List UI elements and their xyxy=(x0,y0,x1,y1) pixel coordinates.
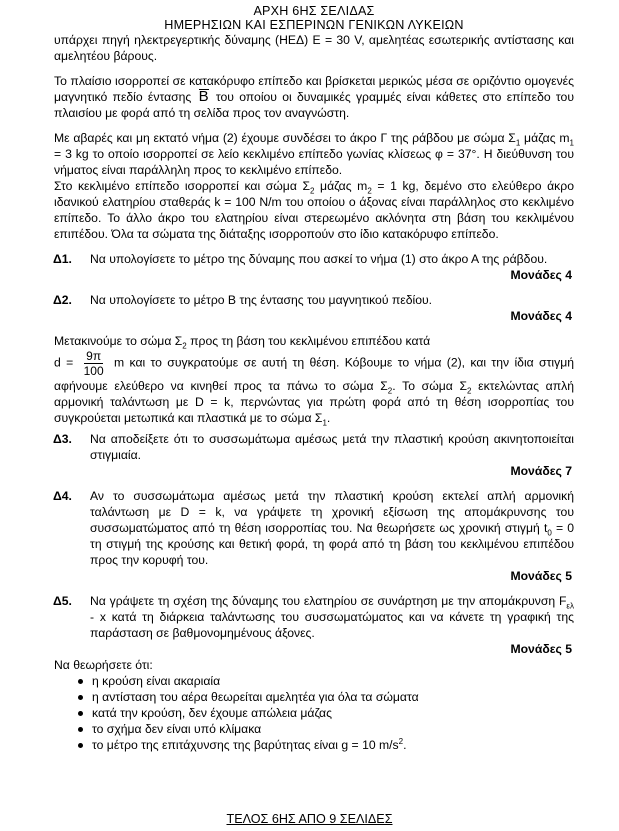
d4-a: Αν το συσσωμάτωμα αμέσως μετά την πλαστική κρούση εκτελεί απλή αρμονική ταλάντωση με D = k, να γράψετε τη χρονική εξίσωση της απομάκρυνσης του συσσωματώματος από τη θέση ισορροπίας του. Να θεωρήσετε ως χρονική στιγμή t xyxy=(90,489,574,535)
move-a: Μετακινούμε το σώμα Σ xyxy=(54,334,183,348)
movement-paragraph xyxy=(54,333,574,426)
p3-a: Με αβαρές και μη εκτατό νήμα (2) έχουμε συνδέσει το άκρο Γ της ράβδου με σώμα Σ xyxy=(54,131,516,145)
distance-label: d = xyxy=(54,355,74,370)
sub-1c: 1 xyxy=(322,418,327,428)
list-item: κατά την κρούση, δεν έχουμε απώλεια μάζας xyxy=(76,705,574,721)
marks-d1: Μονάδες 4 xyxy=(510,268,572,282)
footer-text: ΤΕΛΟΣ 6ΗΣ ΑΠΟ 9 ΣΕΛΙΔΕΣ xyxy=(226,812,393,826)
move-b: προς τη βάση του κεκλιμένου επιπέδου κατά xyxy=(186,334,431,348)
p4-c: = 1 kg, δεμένο στο ελεύθερο άκρο ιδανικού ελατηρίου σταθεράς k = 100 N/m του οποίου ο άξονας είναι παράλληλος στο κεκλιμένο επίπεδο. Το άλλο άκρο του ελατηρίου είναι στερεωμένο ακλόνητα στη βάση του κεκλιμένου επιπέδου. Όλα τα σώματα της διάταξης ισορροπούν στο ίδιο κατακόρυφο επίπεδο. xyxy=(54,179,574,241)
sub-2d: 2 xyxy=(387,386,393,396)
question-text: Να υπολογίσετε το μέτρο Β της έντασης του μαγνητικού πεδίου. xyxy=(90,293,433,307)
marks-d5: Μονάδες 5 xyxy=(510,642,572,656)
list-item: το σχήμα δεν είναι υπό κλίμακα xyxy=(76,721,574,737)
p3-c: = 3 kg το οποίο ισορροπεί σε λείο κεκλιμένο επίπεδο γωνίας κλίσεως φ = 37°. Η διεύθυνση του νήματος είναι παράλληλη προς το κεκλιμένο επίπεδο. xyxy=(54,147,574,177)
header-line-2: ΗΜΕΡΗΣΙΩΝ ΚΑΙ ΕΣΠΕΡΙΝΩΝ ΓΕΝΙΚΩΝ ΛΥΚΕΙΩΝ xyxy=(164,18,464,32)
sub-2e: 2 xyxy=(467,386,472,396)
p3-b: μάζας m xyxy=(520,131,570,145)
question-number: Δ4. xyxy=(53,489,72,503)
intro-paragraph-2 xyxy=(54,73,574,121)
assumptions-list xyxy=(54,673,574,753)
question-text xyxy=(90,488,574,568)
question-d3 xyxy=(53,431,574,463)
f-sub: ελ xyxy=(566,601,574,611)
move-e: εκτελώντας απλή αρμονική ταλάντωση με D = k, περνώντας για πρώτη φορά από τη θέση ισορροπίας του συγκρούεται μετωπικά και πλαστικά με το σώμα Σ xyxy=(54,379,575,425)
assumptions-title: Να θεωρήσετε ότι: xyxy=(54,658,153,672)
question-number: Δ2. xyxy=(53,293,72,307)
magnetic-field-vector: B xyxy=(198,88,209,105)
fraction-numerator: 9π xyxy=(86,349,102,363)
p2-text-b: του οποίου οι δυναμικές γραμμές είναι κάθετες στο επίπεδο του πλαισίου με φορά από τη σελίδα προς τον αναγνώστη. xyxy=(54,90,574,120)
exam-page xyxy=(54,4,574,753)
gravity-end: . xyxy=(403,738,407,752)
question-text: Να υπολογίσετε το μέτρο της δύναμης που ασκεί το νήμα (1) στο άκρο Α της ράβδου. xyxy=(90,252,548,266)
question-d5 xyxy=(53,593,574,641)
p4-a: Στο κεκλιμένο επίπεδο ισορροπεί και σώμα Σ xyxy=(54,179,310,193)
d5-b: - x κατά τη διάρκεια ταλάντωσης του συσσωματώματος και να κάνετε τη γραφική της παράσταση σε βαθμονομημένους άξονες. xyxy=(90,610,574,640)
p4-b: μάζας m xyxy=(314,179,368,193)
question-number: Δ5. xyxy=(53,594,72,608)
page-footer xyxy=(0,812,619,826)
sub-1b: 1 xyxy=(569,138,574,148)
question-number: Δ3. xyxy=(53,432,72,446)
sub-2: 2 xyxy=(310,186,315,196)
intro-paragraph-1: υπάρχει πηγή ηλεκτρεγερτικής δύναμης (ΗΕΔ) Ε = 30 V, αμελητέας εσωτερικής αντίστασης και αμελητέου βάρους. xyxy=(54,33,574,63)
intro-paragraph-4 xyxy=(54,178,574,242)
d4-b: = 0 τη στιγμή της κρούσης και θετική φορά, τη φορά από τη βάση του κεκλιμένου επιπέδου προς την κορυφή του. xyxy=(90,521,575,567)
sub-2c: 2 xyxy=(182,341,187,351)
distance-fraction xyxy=(82,349,106,378)
marks-d2: Μονάδες 4 xyxy=(510,309,572,323)
move-f: . xyxy=(326,411,331,425)
list-item: η αντίσταση του αέρα θεωρείται αμελητέα για όλα τα σώματα xyxy=(76,689,574,705)
marks-d4: Μονάδες 5 xyxy=(510,569,572,583)
list-item xyxy=(76,737,574,753)
question-d4 xyxy=(53,488,574,568)
header-line-1: ΑΡΧΗ 6ΗΣ ΣΕΛΙΔΑΣ xyxy=(253,4,375,18)
question-d2 xyxy=(53,292,574,308)
p2-text-a: Το πλαίσιο ισορροπεί σε κατακόρυφο επίπεδο και βρίσκεται μερικώς μέσα σε οριζόντιο ομογενές μαγνητικό πεδίο έντασης xyxy=(54,74,574,104)
gravity-sup: 2 xyxy=(398,736,404,746)
question-number: Δ1. xyxy=(53,252,72,266)
sub-2b: 2 xyxy=(367,186,372,196)
sub-1: 1 xyxy=(515,138,521,148)
page-header xyxy=(54,4,574,32)
question-d1 xyxy=(53,251,574,267)
fraction-denominator: 100 xyxy=(83,364,104,378)
question-text: Να αποδείξετε ότι το συσσωμάτωμα αμέσως μετά την πλαστική κρούση ακινητοποιείται στιγμιαία. xyxy=(90,432,574,462)
intro-paragraph-3 xyxy=(54,130,574,178)
t-sub: 0 xyxy=(547,528,552,538)
list-item: η κρούση είναι ακαριαία xyxy=(76,673,574,689)
question-text xyxy=(90,593,574,641)
marks-d3: Μονάδες 7 xyxy=(510,464,572,478)
move-c: m και το συγκρατούμε σε αυτή τη θέση. Κόβουμε το νήμα (2), και την ίδια στιγμή αφήνουμε ελεύθερο να κινηθεί προς τα πάνω το σώμα Σ xyxy=(54,355,574,393)
d5-a: Να γράψετε τη σχέση της δύναμης του ελατηρίου σε συνάρτηση με την απομάκρυνση F xyxy=(90,594,567,608)
gravity-text: το μέτρο της επιτάχυνσης της βαρύτητας είναι g = 10 m/s xyxy=(92,738,399,752)
move-d: . Το σώμα Σ xyxy=(392,379,467,393)
